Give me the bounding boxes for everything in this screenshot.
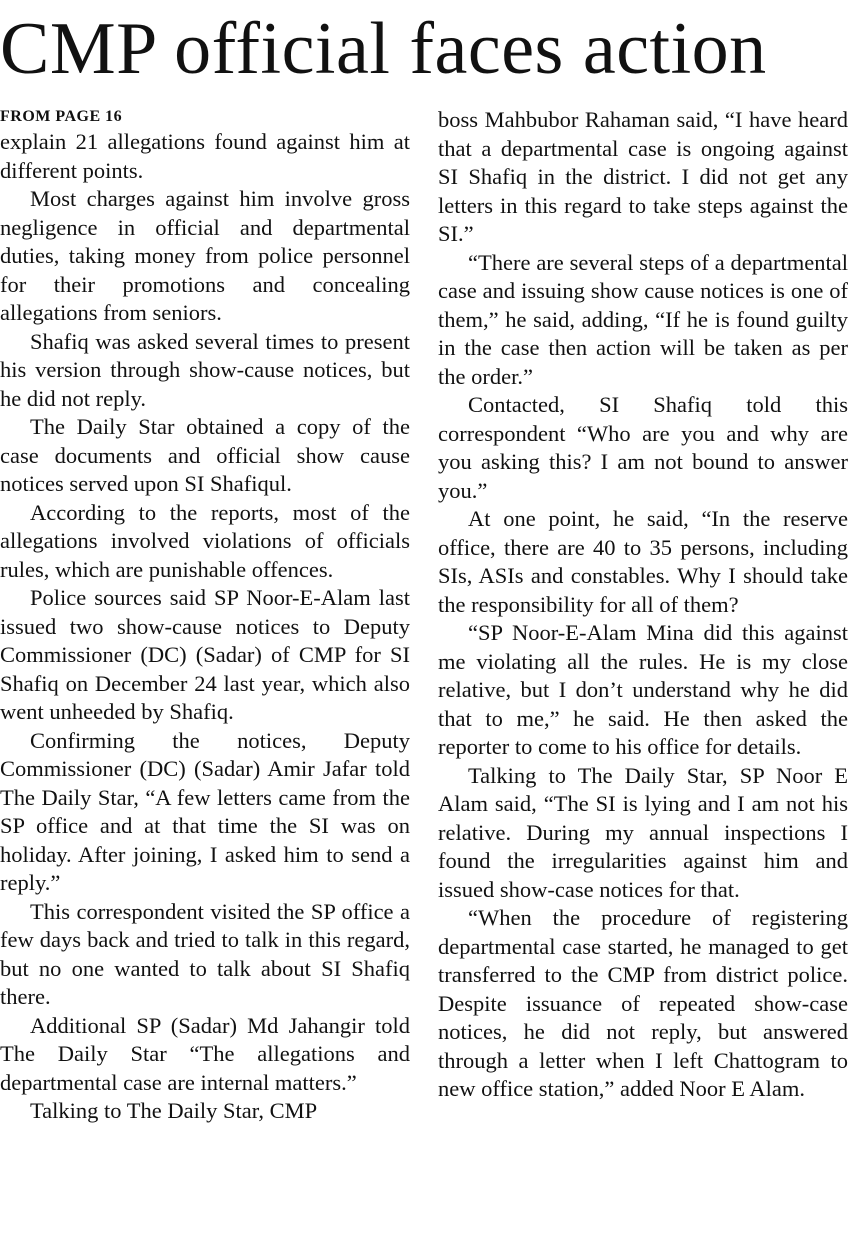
article-paragraph: “There are several steps of a departmental case and issuing show cause notices is one of them,” he said, adding, “If he is found guilty in the case then action will be taken as per the order.” [438,249,848,389]
article-paragraph: Police sources said SP Noor-E-Alam last issued two show-cause notices to Deputy Commissioner (DC) (Sadar) of CMP for SI Shafiq on December 24 last year, which also went unheeded by Shafiq. [0,585,410,724]
article-paragraph: This correspondent visited the SP office a few days back and tried to talk in this regard, but no one wanted to talk about SI Shafiq there. [0,898,410,1009]
right-column-paragraphs [438,106,848,1104]
article-paragraph: Talking to The Daily Star, SP Noor E Alam said, “The SI is lying and I am not his relative. During my annual inspections I found the irregularities against him and issued show-case notices for that. [438,762,848,902]
article-paragraph: According to the reports, most of the allegations involved violations of officials rules, which are punishable offences. [0,499,410,582]
article-paragraph: At one point, he said, “In the reserve office, there are 40 to 35 persons, including SIs, ASIs and constables. Why I should take the responsibility for all of them? [438,506,848,617]
article-column-right [438,106,848,1104]
article-paragraph: boss Mahbubor Rahaman said, “I have heard that a departmental case is ongoing against SI Shafiq in the district. I did not get any letters in this regard to take steps against the SI.” [438,107,848,246]
article-paragraph: “When the procedure of registering departmental case started, he managed to get transferred to the CMP from district police. Despite issuance of repeated show-case notices, he did not reply, but answered through a letter when I left Chattogram to new office station,” added Noor E Alam. [438,905,848,1101]
article-paragraph: explain 21 allegations found against him at different points. [0,129,410,183]
left-column-paragraphs [0,128,410,1126]
article-paragraph: Confirming the notices, Deputy Commissioner (DC) (Sadar) Amir Jafar told The Daily Star, “A few letters came from the SP office and at that time the SI was on holiday. After joining, I asked him to send a reply.” [0,727,410,895]
article-paragraph: Shafiq was asked several times to present his version through show-cause notices, but he did not reply. [0,328,410,411]
article-paragraph: Talking to The Daily Star, CMP [30,1098,318,1123]
headline: CMP official faces action [0,8,767,90]
article-column-left [0,106,410,1126]
article-paragraph: Most charges against him involve gross negligence in official and departmental duties, taking money from police personnel for their promotions and concealing allegations from seniors. [0,186,410,325]
article-paragraph: The Daily Star obtained a copy of the case documents and official show cause notices served upon SI Shafiqul. [0,414,410,496]
dateline: FROM PAGE 16 [0,108,123,125]
article-paragraph: Additional SP (Sadar) Md Jahangir told The Daily Star “The allegations and departmental case are internal matters.” [0,1012,410,1095]
article-paragraph: Contacted, SI Shafiq told this correspondent “Who are you and why are you asking this? I am not bound to answer you.” [438,392,848,503]
article-paragraph: “SP Noor-E-Alam Mina did this against me violating all the rules. He is my close relative, but I don’t understand why he did that to me,” he said. He then asked the reporter to come to his office for details. [438,620,848,759]
